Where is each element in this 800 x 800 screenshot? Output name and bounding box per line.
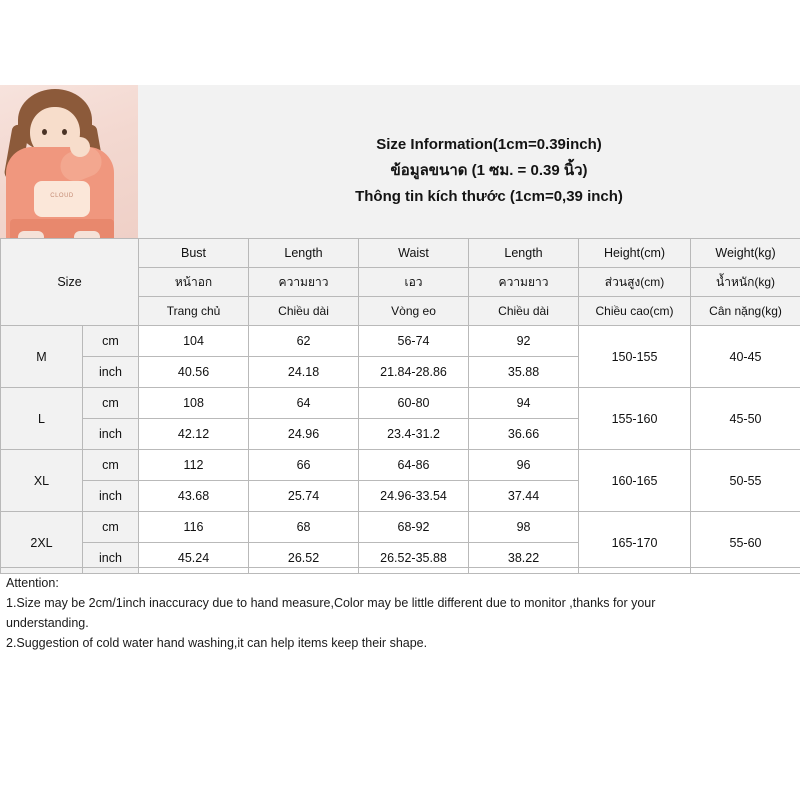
cell-length2-inch: 36.66	[469, 419, 579, 450]
cell-bust-cm: 112	[139, 450, 249, 481]
model-eye-right	[62, 129, 67, 135]
row-size-label: M	[1, 326, 83, 388]
attention-line-1: 1.Size may be 2cm/1inch inaccuracy due to hand measure,Color may be little different due to monitor ,thanks for your	[6, 596, 656, 610]
cell-height: 150-155	[579, 326, 691, 388]
garment-print-panel	[34, 181, 90, 217]
model-foot-right	[74, 231, 100, 238]
cell-length2-cm: 98	[469, 512, 579, 543]
cell-length1-inch: 24.18	[249, 357, 359, 388]
size-word-cell: Size	[1, 239, 139, 326]
col-header-bust-th: หน้าอก	[139, 268, 249, 297]
row-size-label: L	[1, 388, 83, 450]
cell-length1-cm: 64	[249, 388, 359, 419]
cell-waist-inch: 26.52-35.88	[359, 543, 469, 574]
cell-bust-cm: 104	[139, 326, 249, 357]
cell-length2-inch: 35.88	[469, 357, 579, 388]
row-unit-cm: cm	[83, 450, 139, 481]
title-en: Size Information(1cm=0.39inch)	[376, 135, 602, 153]
cell-bust-inch: 40.56	[139, 357, 249, 388]
cell-height: 155-160	[579, 388, 691, 450]
col-header-length1-th: ความยาว	[249, 268, 359, 297]
cell-length2-cm: 92	[469, 326, 579, 357]
cell-length2-cm: 94	[469, 388, 579, 419]
cell-height: 165-170	[579, 512, 691, 574]
model-foot-left	[18, 231, 44, 238]
row-unit-inch: inch	[83, 357, 139, 388]
table-row	[1, 326, 800, 357]
row-unit-cm: cm	[83, 326, 139, 357]
col-header-weight-vi: Cân nặng(kg)	[691, 297, 800, 326]
header-titles	[138, 85, 800, 238]
product-photo	[0, 85, 138, 238]
garment-print-caption: CLOUD	[50, 193, 74, 199]
cell-length1-cm: 68	[249, 512, 359, 543]
cell-waist-inch: 24.96-33.54	[359, 481, 469, 512]
cell-bust-cm: 116	[139, 512, 249, 543]
cell-length1-inch: 24.96	[249, 419, 359, 450]
cell-weight: 40-45	[691, 326, 800, 388]
col-header-length2-vi: Chiều dài	[469, 297, 579, 326]
cell-bust-cm: 108	[139, 388, 249, 419]
table-row	[1, 388, 800, 419]
col-header-bust-en: Bust	[139, 239, 249, 268]
row-unit-cm: cm	[83, 512, 139, 543]
cell-weight: 55-60	[691, 512, 800, 574]
cell-length1-cm: 66	[249, 450, 359, 481]
cell-length1-cm: 62	[249, 326, 359, 357]
row-size-label: 2XL	[1, 512, 83, 574]
attention-block	[0, 570, 800, 654]
model-hand	[70, 137, 90, 157]
col-header-length2-th: ความยาว	[469, 268, 579, 297]
row-unit-cm: cm	[83, 388, 139, 419]
size-table	[0, 238, 800, 574]
col-header-weight-en: Weight(kg)	[691, 239, 800, 268]
cell-bust-inch: 42.12	[139, 419, 249, 450]
cell-weight: 50-55	[691, 450, 800, 512]
title-th: ข้อมูลขนาด (1 ซม. = 0.39 นิ้ว)	[390, 161, 588, 179]
cell-height: 160-165	[579, 450, 691, 512]
attention-divider	[0, 567, 800, 568]
cell-length2-inch: 38.22	[469, 543, 579, 574]
col-header-height-vi: Chiều cao(cm)	[579, 297, 691, 326]
row-unit-inch: inch	[83, 543, 139, 574]
attention-line-2: 2.Suggestion of cold water hand washing,it can help items keep their shape.	[6, 636, 428, 650]
col-header-waist-th: เอว	[359, 268, 469, 297]
model-eye-left	[42, 129, 47, 135]
table-row	[1, 450, 800, 481]
cell-waist-cm: 60-80	[359, 388, 469, 419]
col-header-height-en: Height(cm)	[579, 239, 691, 268]
table-header-row-en	[1, 239, 800, 268]
col-header-waist-vi: Vòng eo	[359, 297, 469, 326]
table-row	[1, 512, 800, 543]
cell-length2-cm: 96	[469, 450, 579, 481]
col-header-length1-vi: Chiều dài	[249, 297, 359, 326]
cell-waist-inch: 21.84-28.86	[359, 357, 469, 388]
col-header-length1-en: Length	[249, 239, 359, 268]
row-unit-inch: inch	[83, 419, 139, 450]
cell-length1-inch: 26.52	[249, 543, 359, 574]
cell-bust-inch: 45.24	[139, 543, 249, 574]
cell-bust-inch: 43.68	[139, 481, 249, 512]
cell-length2-inch: 37.44	[469, 481, 579, 512]
col-header-length2-en: Length	[469, 239, 579, 268]
attention-title: Attention:	[6, 576, 59, 590]
col-header-weight-th: น้ำหนัก(kg)	[691, 268, 800, 297]
cell-waist-cm: 64-86	[359, 450, 469, 481]
cell-waist-cm: 56-74	[359, 326, 469, 357]
row-size-label: XL	[1, 450, 83, 512]
cell-waist-inch: 23.4-31.2	[359, 419, 469, 450]
cell-length1-inch: 25.74	[249, 481, 359, 512]
header-band	[0, 85, 800, 238]
col-header-waist-en: Waist	[359, 239, 469, 268]
col-header-bust-vi: Trang chủ	[139, 297, 249, 326]
cell-weight: 45-50	[691, 388, 800, 450]
title-vi: Thông tin kích thước (1cm=0,39 inch)	[355, 187, 623, 205]
col-header-height-th: ส่วนสูง(cm)	[579, 268, 691, 297]
cell-waist-cm: 68-92	[359, 512, 469, 543]
row-unit-inch: inch	[83, 481, 139, 512]
attention-line-1-cont: understanding.	[6, 616, 89, 630]
